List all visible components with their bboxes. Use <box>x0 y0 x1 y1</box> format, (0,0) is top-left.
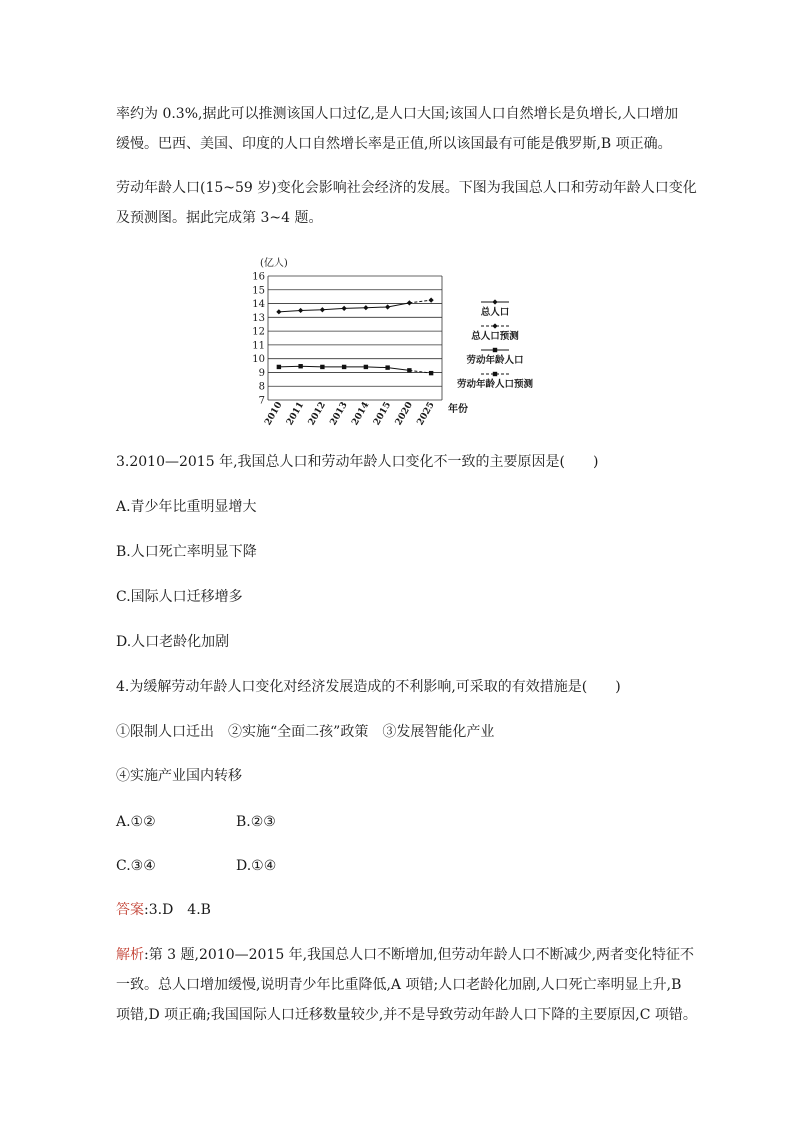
x-tick-label: 2015 <box>372 400 394 428</box>
legend-marker <box>492 299 497 304</box>
x-tick-label: 2011 <box>285 400 307 428</box>
x-tick-label: 2010 <box>263 400 285 428</box>
intro-line-2: 缓慢。巴西、美国、印度的人口自然增长率是正值,所以该国最有可能是俄罗斯,B 项正确。 <box>116 136 672 152</box>
stem-line-1: 劳动年龄人口(15~59 岁)变化会影响社会经济的发展。下图为我国总人口和劳动年龄人口变化 <box>116 180 697 196</box>
data-point <box>363 305 368 310</box>
x-tick-label: 2020 <box>393 400 415 428</box>
data-point <box>385 304 390 309</box>
legend-marker <box>493 372 497 376</box>
y-tick-label: 7 <box>258 395 265 407</box>
data-point <box>320 307 325 312</box>
analysis-line-2: 一致。总人口增加缓慢,说明青少年比重降低,A 项错;人口老龄化加剧,人口死亡率明显上升,B <box>116 977 682 993</box>
stem-line-2: 及预测图。据此完成第 3~4 题。 <box>116 210 323 226</box>
analysis-label: 解析 <box>116 947 144 963</box>
data-point <box>342 365 346 369</box>
q4-option-c[interactable]: C.③④ <box>116 858 156 874</box>
y-tick-label: 10 <box>252 354 265 366</box>
x-tick-label: 2012 <box>306 400 328 428</box>
q4-stem: 4.为缓解劳动年龄人口变化对经济发展造成的不利影响,可采取的有效措施是( ) <box>116 679 621 695</box>
legend-label: 总人口预测 <box>471 331 519 342</box>
q3-option-a[interactable]: A.青少年比重明显增大 <box>116 499 257 515</box>
q4-option-d[interactable]: D.①④ <box>236 858 277 874</box>
q3-stem: 3.2010—2015 年,我国总人口和劳动年龄人口变化不一致的主要原因是( ) <box>116 454 599 470</box>
y-tick-label: 8 <box>258 381 265 393</box>
data-point <box>277 365 281 369</box>
series-line-forecast <box>409 300 431 303</box>
y-tick-label: 12 <box>252 326 265 338</box>
data-point <box>364 365 368 369</box>
data-point <box>429 298 434 303</box>
y-tick-label: 13 <box>252 312 265 324</box>
legend-marker <box>493 348 497 352</box>
q3-option-c[interactable]: C.国际人口迁移增多 <box>116 589 243 605</box>
x-axis-label: 年份 <box>448 404 468 415</box>
y-tick-label: 11 <box>252 340 265 352</box>
y-tick-label: 16 <box>252 271 265 283</box>
data-point <box>342 306 347 311</box>
x-tick-label: 2025 <box>415 400 437 428</box>
answer-label: 答案 <box>116 902 144 918</box>
analysis-text-1: :第 3 题,2010—2015 年,我国总人口不断增加,但劳动年龄人口不断减少,两者变化特征不 <box>144 947 695 963</box>
population-chart <box>236 256 556 434</box>
legend-marker <box>492 323 497 328</box>
data-point <box>298 364 302 368</box>
q4-option-b[interactable]: B.②③ <box>236 814 276 830</box>
data-point <box>276 309 281 314</box>
data-point <box>385 365 389 369</box>
data-point <box>320 365 324 369</box>
x-tick-label: 2013 <box>328 400 350 428</box>
y-tick-label: 15 <box>252 285 265 297</box>
legend-label: 劳动年龄人口 <box>466 355 524 366</box>
q4-option-a[interactable]: A.①② <box>116 814 156 830</box>
data-point <box>298 308 303 313</box>
q3-option-d[interactable]: D.人口老龄化加剧 <box>116 634 230 650</box>
x-tick-label: 2014 <box>350 400 372 428</box>
legend-label: 总人口 <box>480 307 510 318</box>
data-point <box>429 371 433 375</box>
y-tick-label: 9 <box>258 367 265 379</box>
analysis-line-3: 项错,D 项正确;我国国际人口迁移数量较少,并不是导致劳动年龄人口下降的主要原因,C 项错。 <box>116 1007 697 1023</box>
answer-text: :3.D 4.B <box>144 902 211 918</box>
q4-measures-1: ①限制人口迁出 ②实施“全面二孩”政策 ③发展智能化产业 <box>116 724 495 740</box>
analysis-line-1 <box>116 945 694 965</box>
q4-measures-2: ④实施产业国内转移 <box>116 768 242 784</box>
intro-line-1: 率约为 0.3%,据此可以推测该国人口过亿,是人口大国;该国人口自然增长是负增长,人口增加 <box>116 106 679 122</box>
y-tick-label: 14 <box>252 299 265 311</box>
q3-option-b[interactable]: B.人口死亡率明显下降 <box>116 544 257 560</box>
legend-label: 劳动年龄人口预测 <box>456 379 534 390</box>
y-unit-label: (亿人) <box>260 258 288 269</box>
answer-line <box>116 900 211 920</box>
